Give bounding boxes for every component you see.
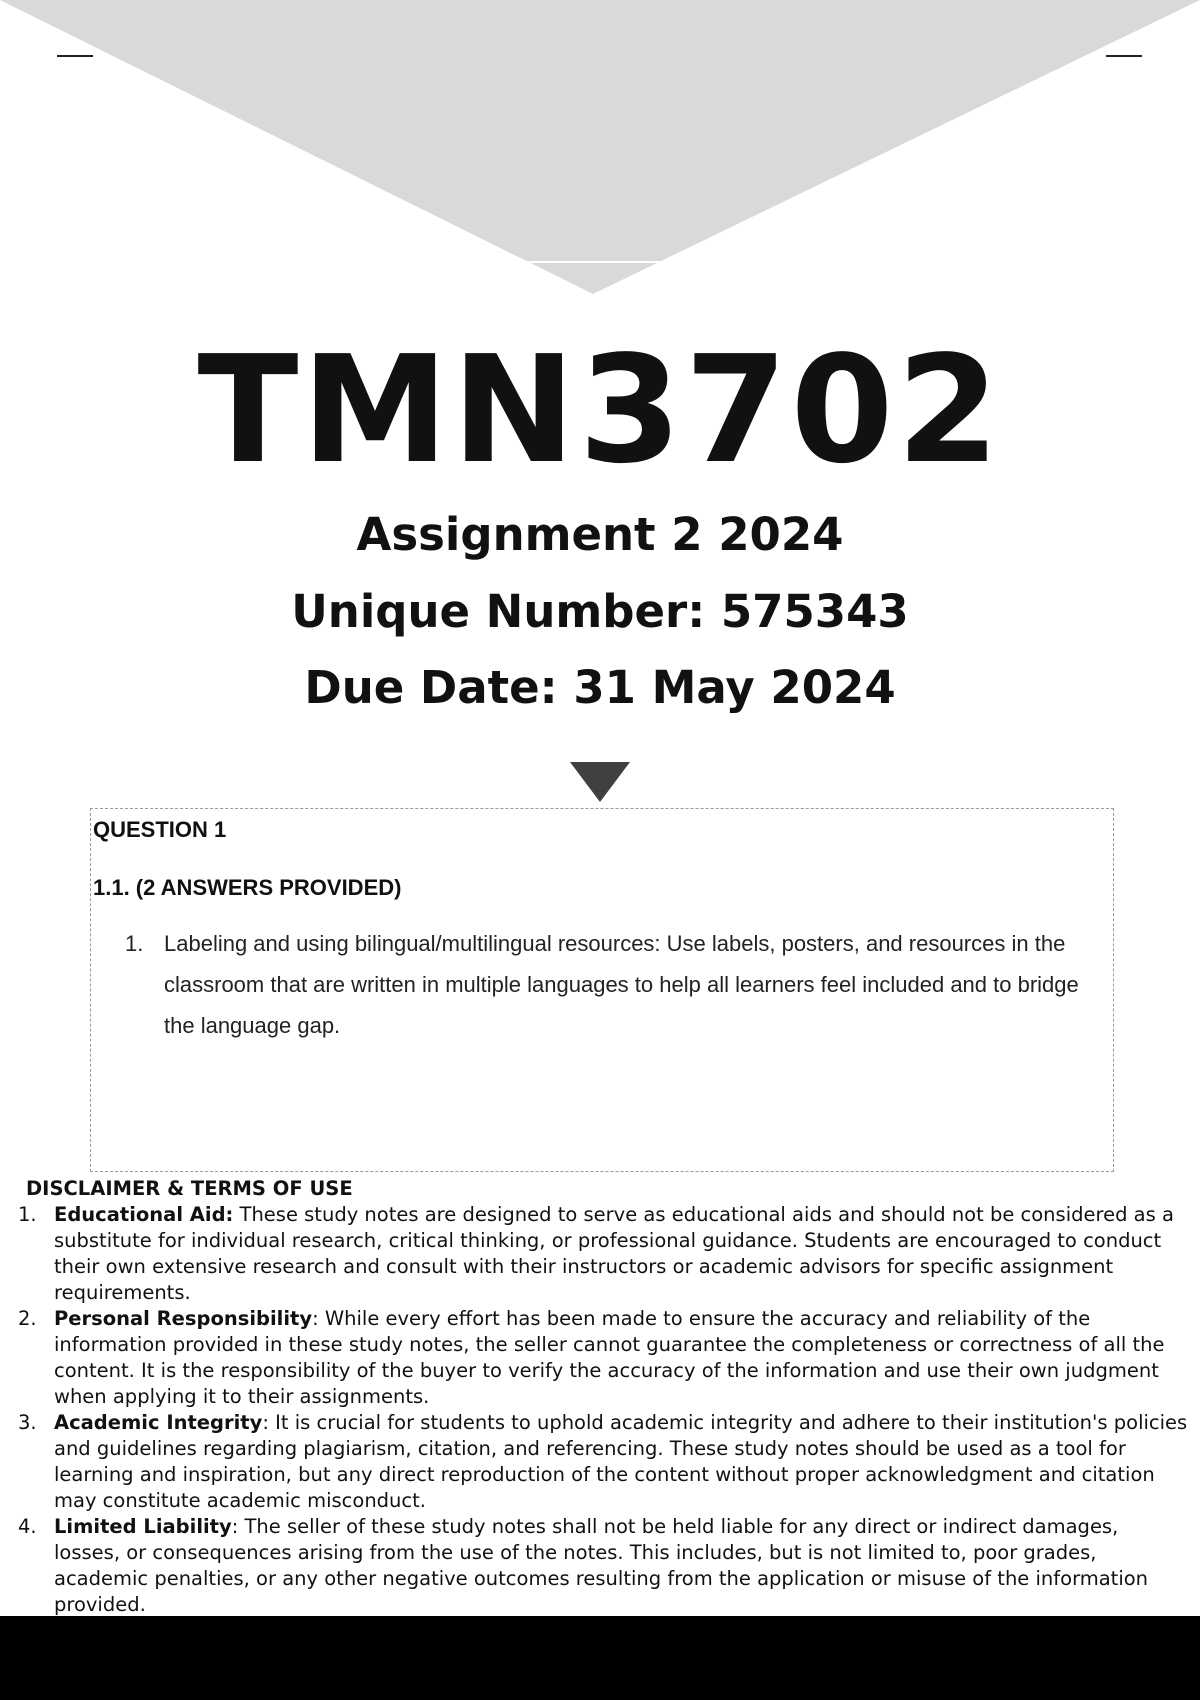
disclaimer-item-text: : It is crucial for students to uphold academic integrity and adhere to their institution's policies and guidelines regarding plagiarism, citation, and referencing. These study notes should be used as a tool for learning and inspiration, but any direct reproduction of the content without proper acknowledgment and citation may constitute academic misconduct.	[54, 1411, 1188, 1512]
header-rule-left	[57, 55, 93, 57]
assignment-title: Assignment 2 2024	[356, 508, 844, 561]
header-rule-right	[1106, 55, 1142, 57]
question-subtitle: 1.1. (2 ANSWERS PROVIDED)	[93, 875, 402, 900]
disclaimer-list	[18, 1202, 1188, 1618]
disclaimer-item-number: 1.	[18, 1203, 37, 1226]
footer-bar	[0, 1616, 1200, 1700]
down-arrow-icon	[568, 760, 632, 804]
disclaimer-item-number: 4.	[18, 1515, 37, 1538]
unique-number: Unique Number: 575343	[291, 585, 909, 638]
answer-number: 1.	[125, 931, 144, 956]
due-date: Due Date: 31 May 2024	[304, 661, 896, 714]
disclaimer-item-limited-liability	[18, 1514, 1188, 1618]
disclaimer-title: DISCLAIMER & TERMS OF USE	[26, 1177, 353, 1200]
disclaimer-item-term: Academic Integrity	[54, 1411, 263, 1434]
disclaimer-item-text: : The seller of these study notes shall not be held liable for any direct or indirect damages, losses, or consequences arising from the use of the notes. This includes, but is not limited to, poor grades, academic penalties, or any other negative outcomes resulting from the application or misuse of the information provided.	[54, 1515, 1149, 1616]
disclaimer-item-personal-responsibility	[18, 1306, 1188, 1410]
answer-item	[125, 923, 1085, 1046]
disclaimer-item-number: 3.	[18, 1411, 37, 1434]
course-code: TMN3702	[197, 324, 1003, 496]
disclaimer-item-term: Educational Aid:	[54, 1203, 234, 1226]
question-title: QUESTION 1	[93, 817, 227, 842]
disclaimer-item-text: These study notes are designed to serve as educational aids and should not be considered as a substitute for individual research, critical thinking, or professional guidance. Students are encouraged to conduct their own extensive research and consult with their instructors or academic advisors for specific assignment requirements.	[54, 1203, 1174, 1304]
disclaimer-item-number: 2.	[18, 1307, 37, 1330]
disclaimer-section	[18, 1176, 1188, 1618]
disclaimer-item-educational-aid	[18, 1202, 1188, 1306]
question-preview-box	[90, 808, 1114, 1172]
disclaimer-item-term: Limited Liability	[54, 1515, 232, 1538]
disclaimer-item-academic-integrity	[18, 1410, 1188, 1514]
disclaimer-item-term: Personal Responsibility	[54, 1307, 313, 1330]
disclaimer-item-text: : While every effort has been made to ensure the accuracy and reliability of the information provided in these study notes, the seller cannot guarantee the completeness or correctness of all the content. It is the responsibility of the buyer to verify the accuracy of the information and use their own judgment when applying it to their assignments.	[54, 1307, 1165, 1408]
answer-text: Labeling and using bilingual/multilingual resources: Use labels, posters, and resources in the classroom that are written in multiple languages to help all learners feel included and to bridge the language gap.	[164, 931, 1079, 1038]
header-chevron-banner	[0, 0, 1200, 300]
